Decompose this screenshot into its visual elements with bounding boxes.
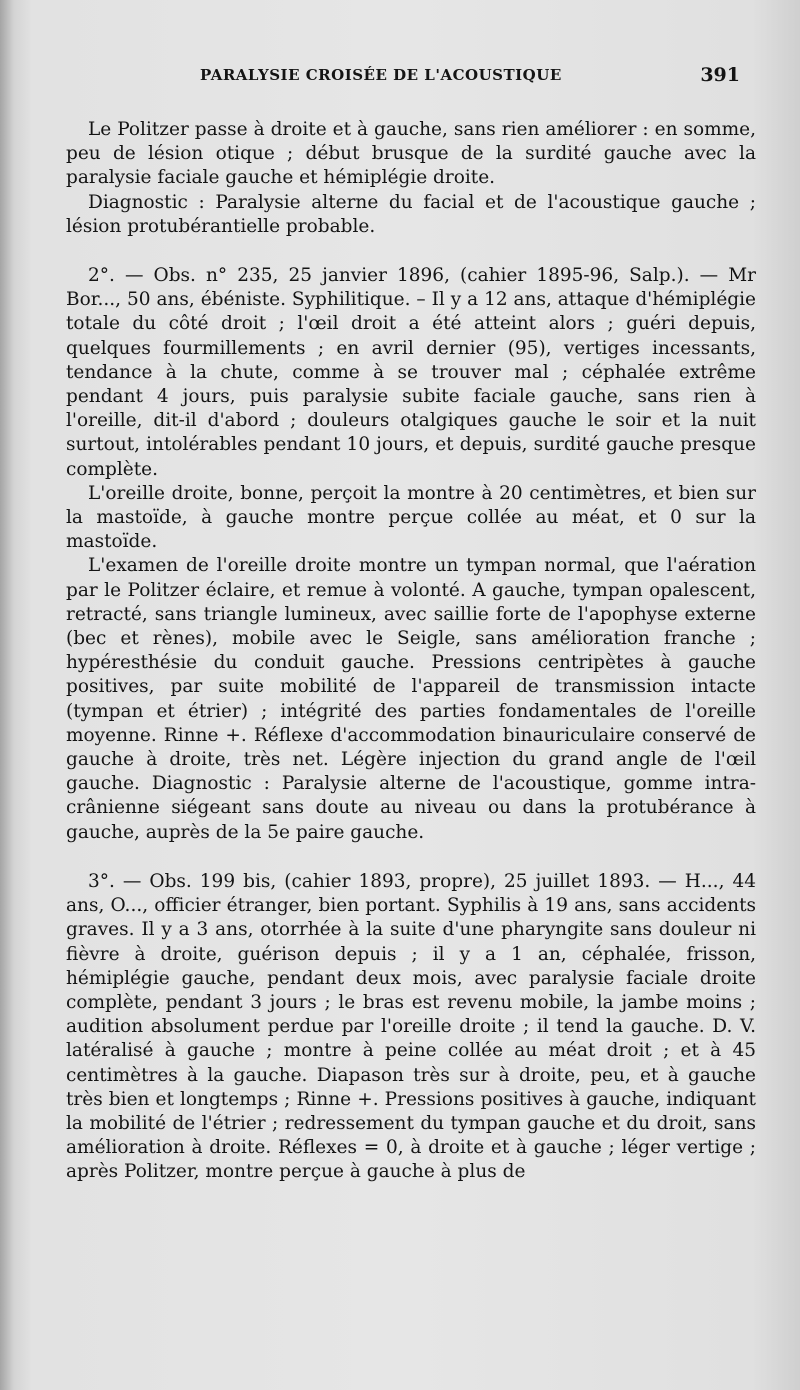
- paragraph: Le Politzer passe à droite et à gauche, sans rien améliorer : en somme, peu de lésion otique ; début brusque de la surdité gauche avec la paralysie faciale gauche et hémiplégie droite.: [66, 119, 756, 189]
- running-head: [200, 66, 740, 90]
- paragraph: L'examen de l'oreille droite montre un tympan normal, que l'aération par le Politzer éclaire, et remue à volonté. A gauche, tympan opalescent, retracté, sans triangle lumineux, avec saillie forte de l'apophyse externe (bec et rènes), mobile avec le Seigle, sans amélioration franche ; hypéresthésie du conduit gauche. Pressions centripètes à gauche positives, par suite mobilité de l'appareil de transmission intacte (tympan et étrier) ; intégrité des parties fondamentales de l'oreille moyenne. Rinne +. Réflexe d'accommodation binauriculaire conservé de gauche à droite, très net. Légère injection du grand angle de l'œil gauche. Diagnostic : Paralysie alterne de l'acoustique, gomme intra-crânienne siégeant sans doute au niveau ou dans la protubérance à gauche, auprès de la 5e paire gauche.: [66, 555, 756, 843]
- paragraph: Diagnostic : Paralysie alterne du facial et de l'acoustique gauche ; lésion protubérantielle probable.: [66, 191, 756, 237]
- paragraph: L'oreille droite, bonne, perçoit la montre à 20 centimètres, et bien sur la mastoïde, à gauche montre perçue collée au méat, et 0 sur la mastoïde.: [66, 482, 756, 553]
- running-title: PARALYSIE CROISÉE DE L'ACOUSTIQUE: [200, 66, 562, 84]
- page-number: 391: [700, 64, 740, 86]
- page-edge-shadow: [0, 0, 14, 1390]
- body-text: [66, 118, 756, 1185]
- paragraph: 2°. — Obs. n° 235, 25 janvier 1896, (cahier 1895-96, Salp.). — Mr Bor..., 50 ans, ébéniste. Syphilitique. – Il y a 12 ans, attaque d'hémiplégie totale du côté droit ; l'œil droit a été atteint alors ; guéri depuis, quelques fourmillements ; en avril dernier (95), vertiges incessants, tendance à la chute, comme à se trouver mal ; céphalée extrême pendant 4 jours, puis paralysie subite faciale gauche, sans rien à l'oreille, dit-il d'abord ; douleurs otalgiques gauche le soir et la nuit surtout, intolérables pendant 10 jours, et depuis, surdité gauche presque complète.: [66, 265, 756, 480]
- paragraph: 3°. — Obs. 199 bis, (cahier 1893, propre), 25 juillet 1893. — H..., 44 ans, O..., officier étranger, bien portant. Syphilis à 19 ans, sans accidents graves. Il y a 3 ans, otorrhée à la suite d'une pharyngite sans douleur ni fièvre à droite, guérison depuis ; il y a 1 an, céphalée, frisson, hémiplégie gauche, pendant deux mois, avec paralysie faciale droite complète, pendant 3 jours ; le bras est revenu mobile, la jambe moins ; audition absolument perdue par l'oreille droite ; il tend la gauche. D. V. latéralisé à gauche ; montre à peine collée au méat droit ; et à 45 centimètres à la gauche. Diapason très sur à droite, peu, et à gauche très bien et longtemps ; Rinne +. Pressions positives à gauche, indiquant la mobilité de l'étrier ; redressement du tympan gauche et du droit, sans amélioration à droite. Réflexes = 0, à droite et à gauche ; léger vertige ; après Politzer, montre perçue à gauche à plus de: [66, 870, 756, 1183]
